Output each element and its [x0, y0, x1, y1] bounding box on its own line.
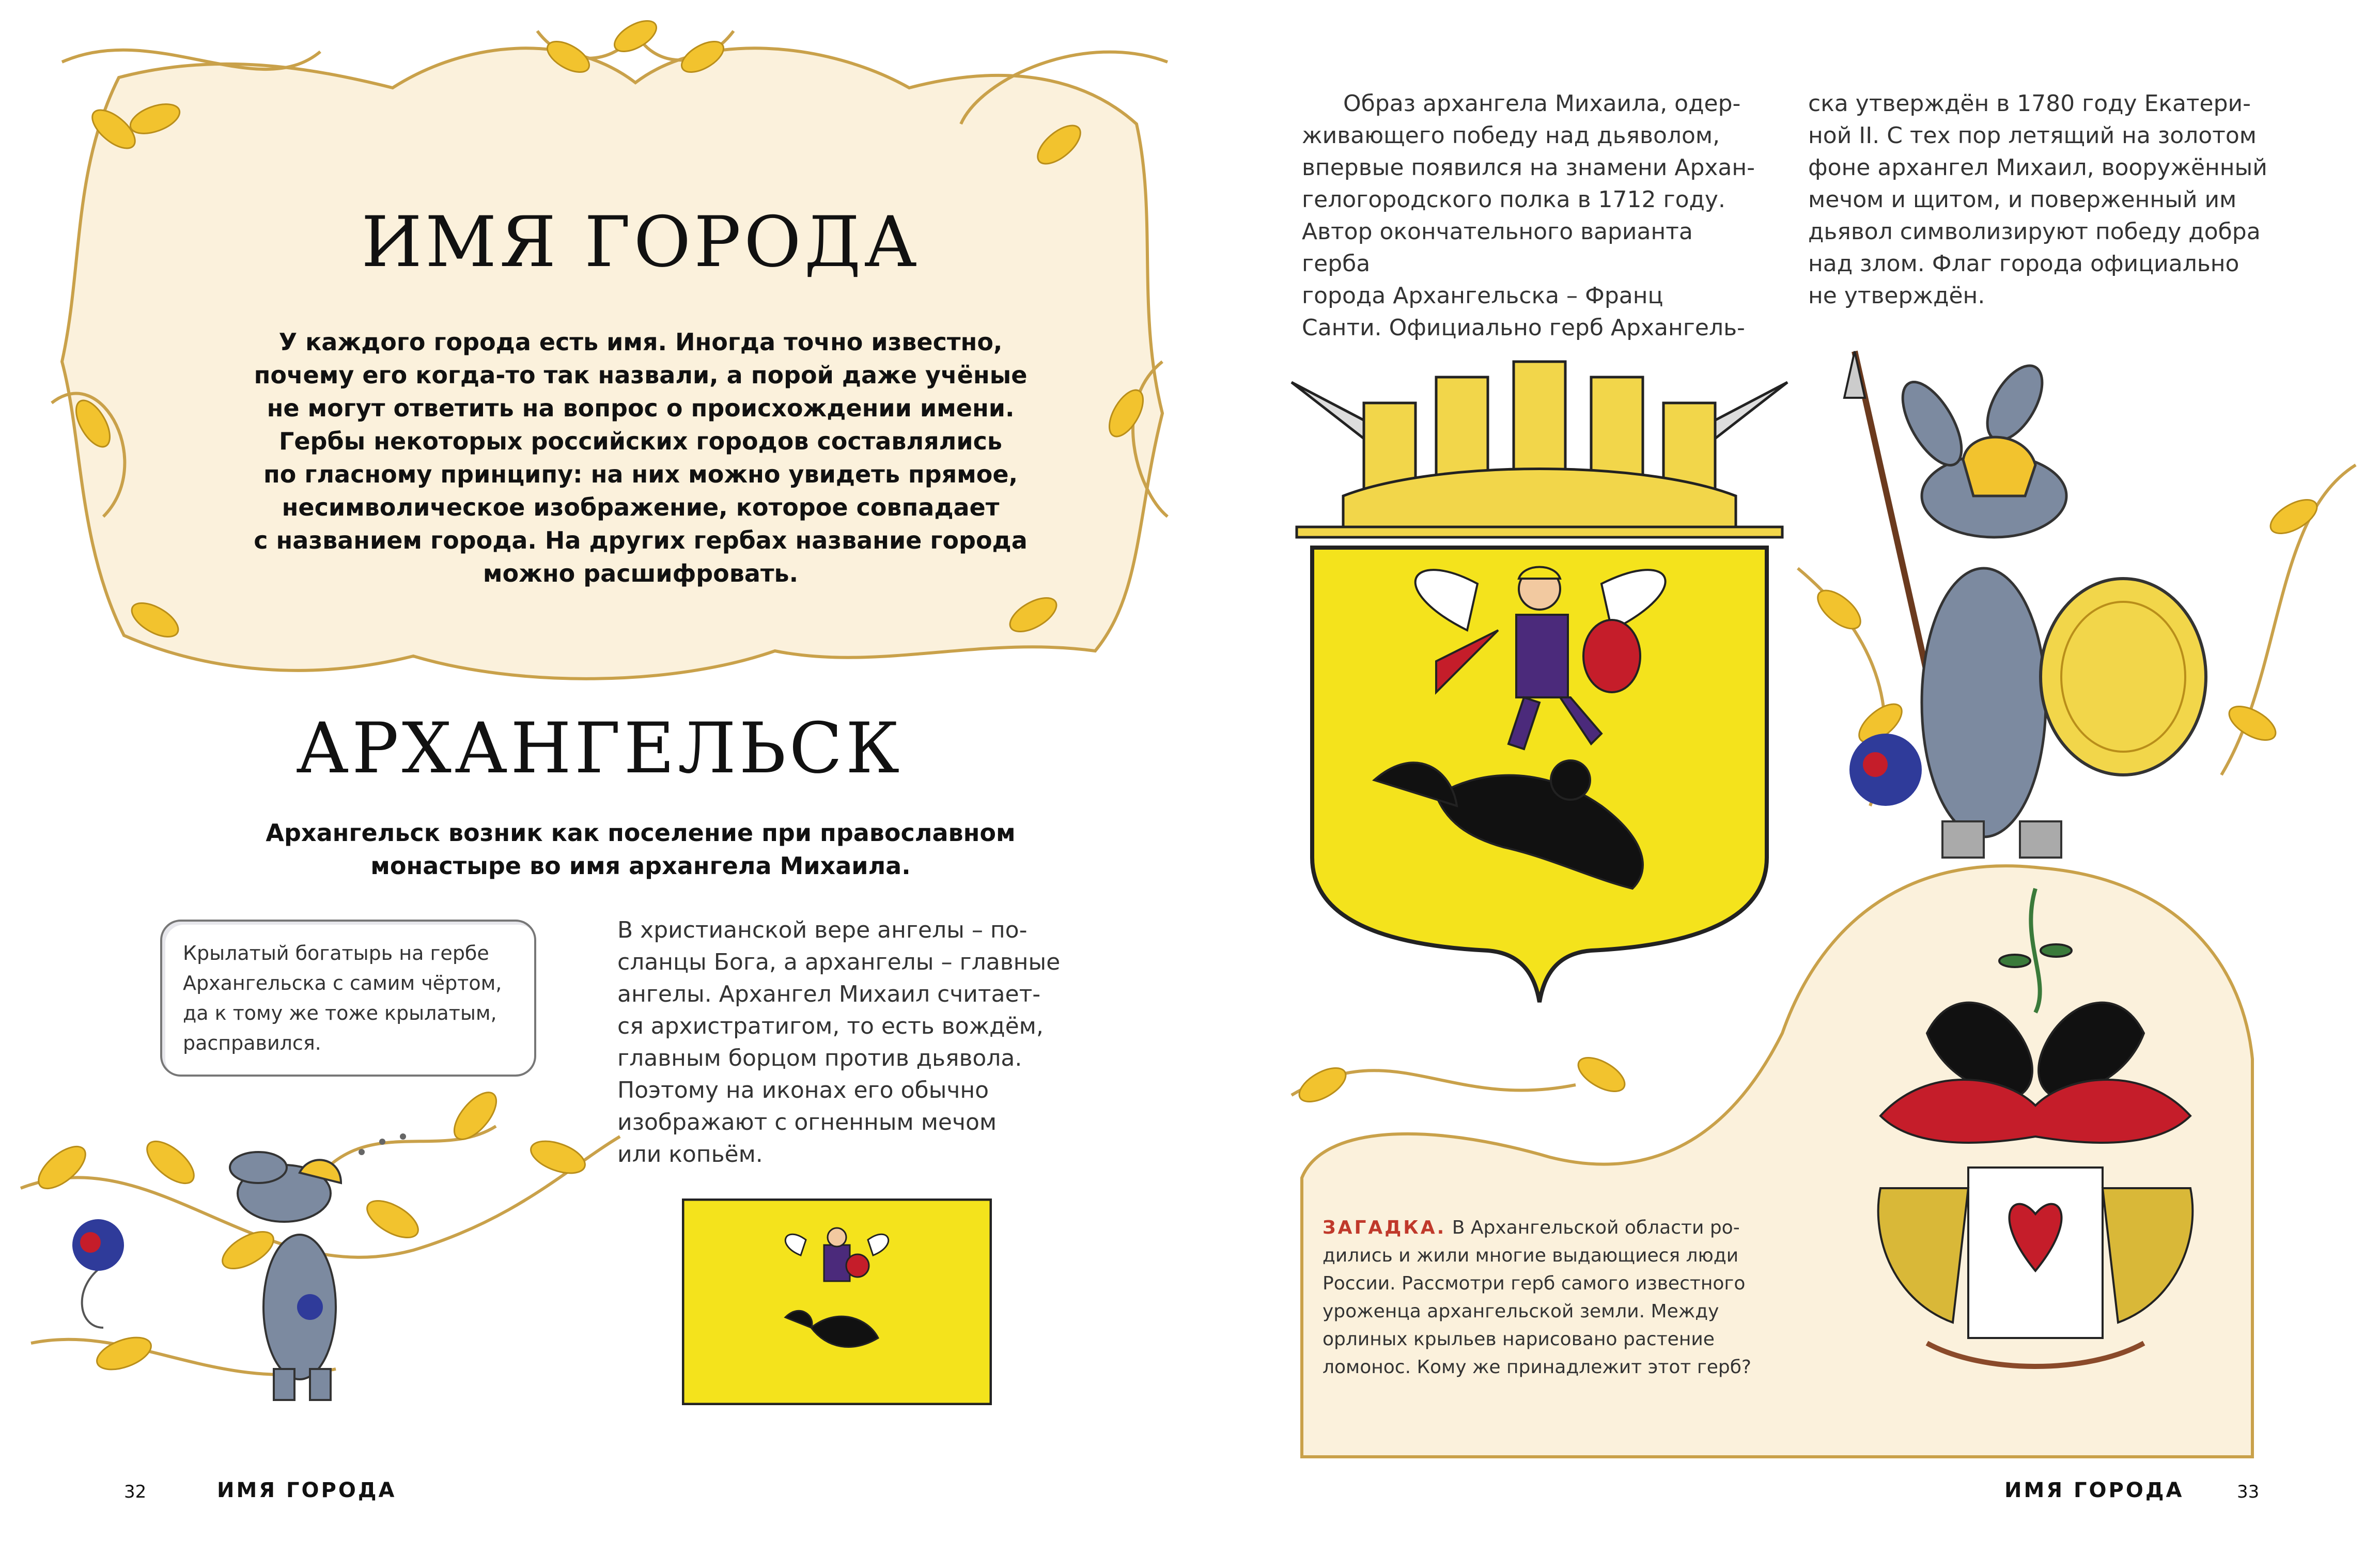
col1-line: Санти. Официально герб Архангель-: [1302, 315, 1745, 341]
speech-bubble: [160, 920, 536, 1077]
riddle-line: орлиных крыльев нарисовано растение: [1323, 1329, 1715, 1350]
col1-line: живающего победу над дьяволом,: [1302, 122, 1720, 149]
col2-line: дьявол символизируют победу добра: [1808, 219, 2261, 245]
city-flag: [682, 1199, 992, 1405]
intro-line: можно расшифровать.: [483, 559, 799, 587]
speech-line: расправился.: [183, 1032, 321, 1054]
footer-label-left: ИМЯ ГОРОДА: [217, 1479, 397, 1502]
mouse-warrior-illustration: [1798, 341, 2263, 873]
city-lead-line: монастыре во имя архангела Михаила.: [370, 852, 911, 880]
intro-line: несимволическое изображение, которое совпадает: [282, 493, 1000, 521]
family-coat-of-arms: [1849, 878, 2221, 1395]
city-coat-of-arms: [1281, 341, 1798, 1023]
intro-line: с названием города. На других гербах название города: [254, 526, 1028, 554]
col1-line: Образ архангела Михаила, одер-: [1343, 90, 1741, 117]
intro-paragraph: [155, 325, 1126, 590]
body-line: или копьём.: [617, 1141, 763, 1168]
body-line: изображают с огненным мечом: [617, 1109, 997, 1135]
col2-line: ной II. С тех пор летящий на золотом: [1808, 122, 2257, 149]
page-number-left: 32: [124, 1482, 147, 1502]
page-heading: ИМЯ ГОРОДА: [361, 201, 920, 283]
col1-line: гелогородского полка в 1712 году.: [1302, 186, 1725, 213]
city-title: АРХАНГЕЛЬСК: [295, 708, 903, 789]
right-column-2: [1808, 88, 2273, 312]
city-lead-line: Архангельск возник как поселение при православном: [266, 819, 1016, 847]
page-number-right: 33: [2237, 1482, 2260, 1502]
body-line: Поэтому на иконах его обычно: [617, 1077, 989, 1103]
speech-line: Архангельска с самим чёртом,: [183, 972, 502, 994]
footer-label-right: ИМЯ ГОРОДА: [2004, 1479, 2184, 1502]
col1-line: города Архангельска – Франц: [1302, 283, 1663, 309]
mouse-illustration: [41, 1111, 434, 1472]
riddle-line: ломонос. Кому же принадлежит этот герб?: [1323, 1357, 1752, 1378]
riddle-text: [1323, 1214, 1798, 1381]
body-paragraph: [617, 914, 1082, 1171]
col2-line: фоне архангел Михаил, вооружённый: [1808, 154, 2267, 181]
intro-line: почему его когда-то так назвали, а порой даже учёные: [254, 361, 1028, 389]
body-line: В христианской вере ангелы – по-: [617, 917, 1028, 943]
intro-line: Гербы некоторых российских городов составлялись: [279, 427, 1002, 455]
intro-line: не могут ответить на вопрос о происхождении имени.: [267, 394, 1015, 422]
col2-line: не утверждён.: [1808, 283, 1985, 309]
riddle-line: В Архангельской области ро-: [1446, 1217, 1740, 1238]
speech-line: Крылатый богатырь на гербе: [183, 942, 489, 964]
body-line: главным борцом против дьявола.: [617, 1045, 1022, 1071]
intro-line: У каждого города есть имя. Иногда точно известно,: [278, 328, 1003, 356]
riddle-line: уроженца архангельской земли. Между: [1323, 1301, 1719, 1322]
riddle-line: дились и жили многие выдающиеся люди: [1323, 1245, 1739, 1266]
col2-line: над злом. Флаг города официально: [1808, 251, 2239, 277]
col2-line: мечом и щитом, и поверженный им: [1808, 186, 2237, 213]
body-line: ся архистратигом, то есть вождём,: [617, 1013, 1044, 1039]
speech-line: да к тому же тоже крылатым,: [183, 1002, 497, 1024]
body-line: ангелы. Архангел Михаил считает-: [617, 981, 1041, 1007]
col1-line: впервые появился на знамени Архан-: [1302, 154, 1755, 181]
city-lead: [155, 816, 1126, 882]
body-line: сланцы Бога, а архангелы – главные: [617, 949, 1061, 975]
right-column-1: [1302, 88, 1756, 344]
riddle-label: ЗАГАДКА.: [1323, 1217, 1446, 1238]
riddle-line: России. Рассмотри герб самого известного: [1323, 1273, 1746, 1294]
col2-line: ска утверждён в 1780 году Екатери-: [1808, 90, 2251, 117]
intro-line: по гласному принципу: на них можно увидеть прямое,: [263, 460, 1018, 488]
col1-line: Автор окончательного варианта герба: [1302, 219, 1693, 277]
